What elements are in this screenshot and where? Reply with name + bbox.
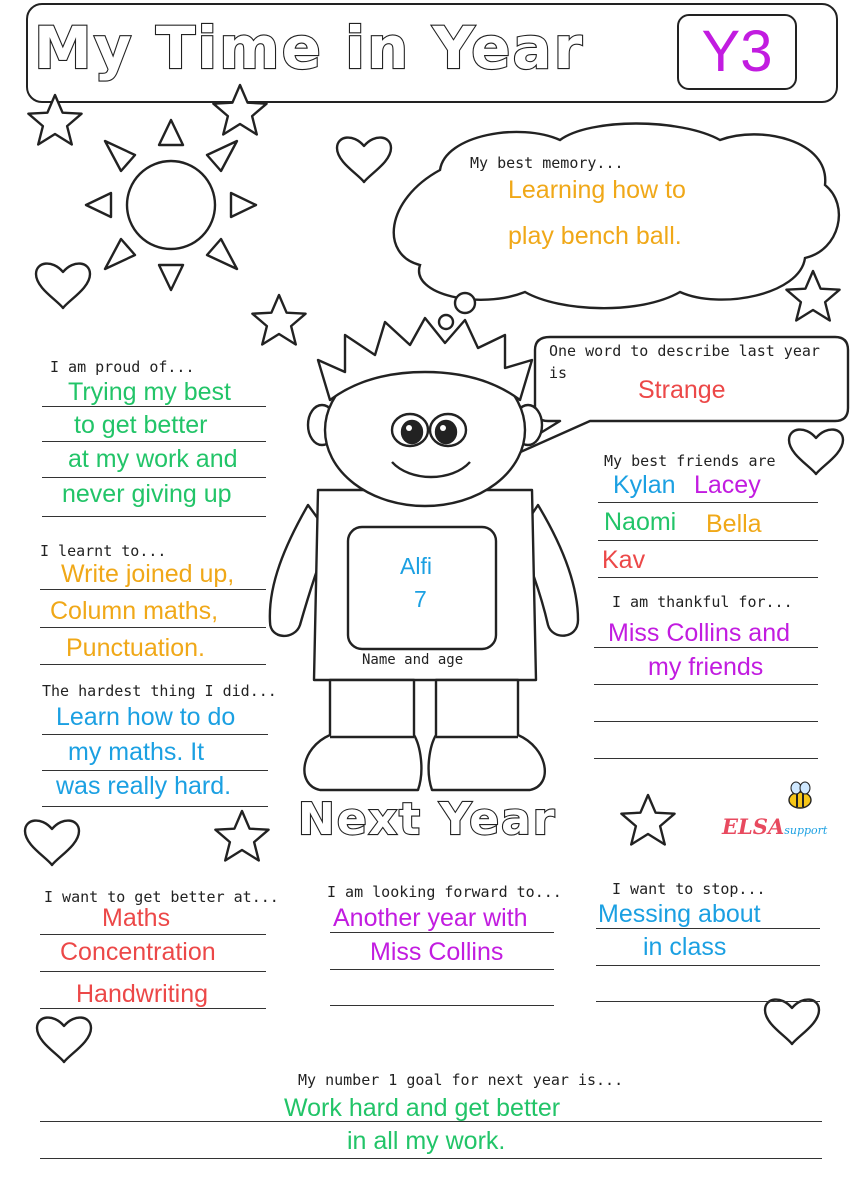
forward-answer-line: Another year with	[333, 904, 528, 932]
elsa-logo-main: ELSA	[722, 814, 785, 839]
proud-answer-line: at my work and	[68, 445, 238, 473]
hardest-answer-line: Learn how to do	[56, 703, 236, 731]
one-word-answer: Strange	[638, 376, 726, 404]
writing-line	[40, 1121, 822, 1122]
writing-line	[594, 721, 818, 722]
proud-answer-line: never giving up	[62, 480, 232, 508]
writing-line	[330, 932, 554, 933]
stop-answer-line: in class	[643, 933, 727, 961]
heart-icon	[765, 1000, 819, 1044]
thankful-answer-line: Miss Collins and	[608, 619, 791, 647]
page-title: My Time in Year	[34, 14, 585, 82]
heart-icon	[789, 430, 843, 474]
child-name: Alfi	[400, 553, 432, 579]
better-at-answer-line: Concentration	[60, 938, 216, 966]
heart-icon	[337, 138, 391, 182]
writing-line	[40, 1008, 266, 1009]
writing-line	[42, 734, 268, 735]
writing-line	[330, 969, 554, 970]
proud-label: I am proud of...	[50, 358, 195, 376]
one-word-label: One word to describe last year	[549, 342, 820, 360]
writing-line	[40, 934, 266, 935]
one-word-label-cont: is	[549, 364, 568, 382]
writing-line	[40, 1158, 822, 1159]
heart-icon	[25, 821, 79, 865]
star-icon	[213, 85, 266, 135]
better-at-answer-line: Maths	[102, 904, 171, 932]
name-age-caption: Name and age	[362, 652, 464, 668]
star-icon	[215, 811, 268, 861]
memory-answer-line-2: play bench ball.	[508, 222, 682, 250]
writing-line	[598, 502, 818, 503]
writing-line	[40, 664, 266, 665]
writing-line	[42, 770, 268, 771]
elsa-logo	[722, 814, 827, 839]
writing-line	[594, 684, 818, 685]
memory-label: My best memory...	[470, 154, 624, 172]
child-age: 7	[414, 586, 427, 612]
writing-line	[594, 758, 818, 759]
year-badge: Y3	[677, 14, 797, 90]
hardest-answer-line: was really hard.	[56, 772, 232, 800]
writing-line	[598, 577, 818, 578]
better-at-label: I want to get better at...	[44, 888, 279, 906]
writing-line	[596, 965, 820, 966]
learnt-answer-line: Column maths,	[50, 597, 219, 625]
elsa-logo-sub: support	[784, 824, 828, 837]
writing-line	[596, 928, 820, 929]
learnt-answer-line: Write joined up,	[61, 560, 235, 588]
star-icon	[621, 795, 674, 845]
friend-name: Bella	[706, 510, 762, 538]
stop-answer-line: Messing about	[598, 900, 761, 928]
forward-label: I am looking forward to...	[327, 883, 562, 901]
learnt-answer-line: Punctuation.	[66, 634, 205, 662]
writing-line	[42, 516, 266, 517]
better-at-answer-line: Handwriting	[76, 980, 209, 1008]
writing-line	[42, 441, 266, 442]
bee-icon	[789, 782, 811, 808]
hardest-answer-line: my maths. It	[68, 738, 205, 766]
writing-line	[598, 540, 818, 541]
hardest-label: The hardest thing I did...	[42, 682, 277, 700]
goal-answer-line: Work hard and get better	[284, 1094, 561, 1122]
friend-name: Kav	[602, 546, 646, 574]
friends-label: My best friends are	[604, 452, 776, 470]
star-icon	[28, 95, 81, 145]
writing-line	[40, 971, 266, 972]
writing-line	[330, 1005, 554, 1006]
learnt-label: I learnt to...	[40, 542, 167, 560]
thankful-label: I am thankful for...	[612, 593, 793, 611]
proud-answer-line: Trying my best	[68, 378, 232, 406]
sun-icon	[86, 120, 256, 290]
heart-icon	[36, 264, 90, 308]
writing-line	[594, 647, 818, 648]
memory-answer-line-1: Learning how to	[508, 176, 686, 204]
forward-answer-line: Miss Collins	[370, 938, 504, 966]
thankful-answer-line: my friends	[648, 653, 764, 681]
friend-name: Lacey	[694, 471, 761, 499]
heart-icon	[37, 1018, 91, 1062]
writing-line	[42, 477, 266, 478]
writing-line	[596, 1001, 820, 1002]
goal-label: My number 1 goal for next year is...	[298, 1071, 624, 1089]
writing-line	[42, 406, 266, 407]
next-year-title: Next Year	[298, 794, 557, 845]
goal-answer-line: in all my work.	[347, 1127, 506, 1155]
friend-name: Naomi	[604, 508, 677, 536]
friend-name: Kylan	[613, 471, 676, 499]
writing-line	[40, 589, 266, 590]
writing-line	[42, 806, 268, 807]
proud-answer-line: to get better	[74, 411, 208, 439]
star-icon	[252, 295, 305, 345]
writing-line	[40, 627, 266, 628]
stop-label: I want to stop...	[612, 880, 766, 898]
